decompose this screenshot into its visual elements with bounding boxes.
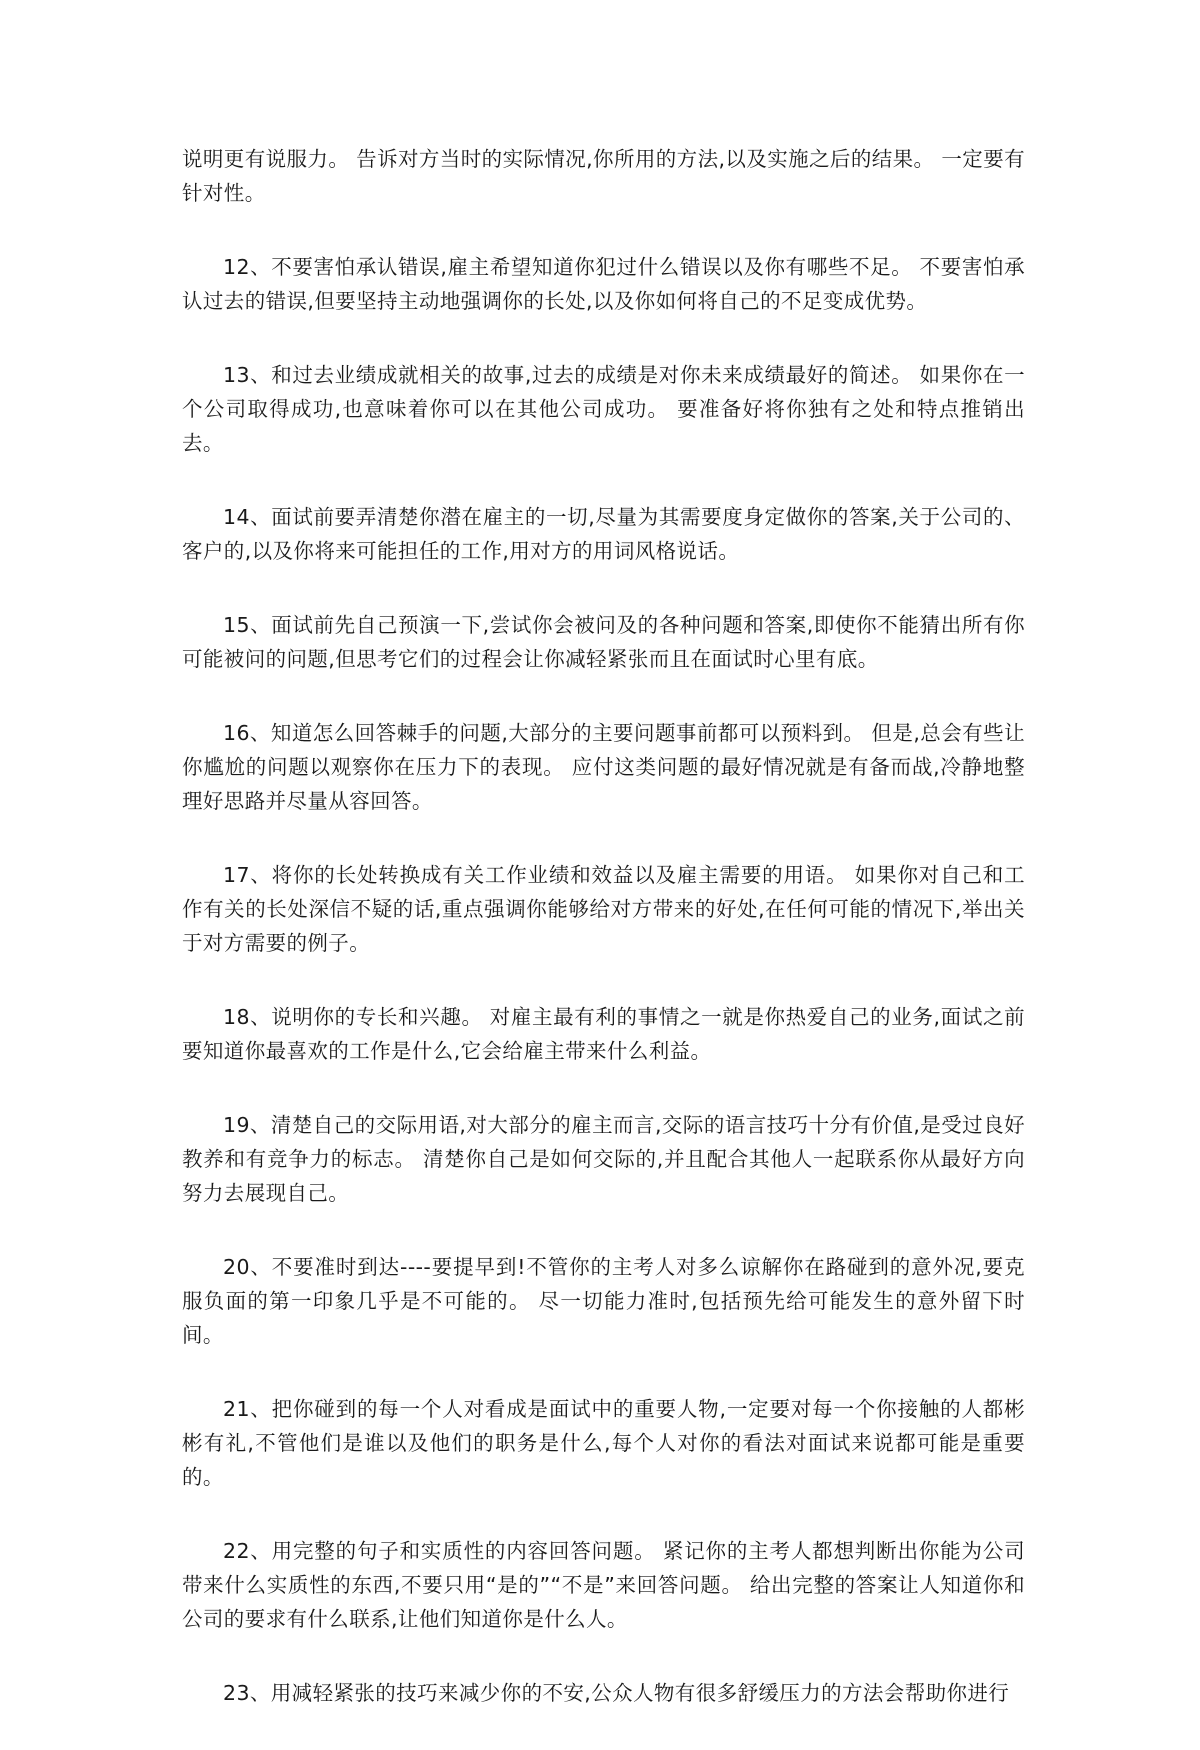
paragraph-tip-15: 15、面试前先自己预演一下,尝试你会被问及的各种问题和答案,即使你不能猜出所有你可能被问的问题,但思考它们的过程会让你减轻紧张而且在面试时心里有底。 [182,613,1025,671]
paragraph-tip-14: 14、面试前要弄清楚你潜在雇主的一切,尽量为其需要度身定做你的答案,关于公司的、客户的,以及你将来可能担任的工作,用对方的用词风格说话。 [182,505,1025,563]
paragraph-tip-17: 17、将你的长处转换成有关工作业绩和效益以及雇主需要的用语。 如果你对自己和工作有关的长处深信不疑的话,重点强调你能够给对方带来的好处,在任何可能的情况下,举出关于对方需要的例子。 [182,863,1025,955]
paragraph-tip-23: 23、用减轻紧张的技巧来减少你的不安,公众人物有很多舒缓压力的方法会帮助你进行 [223,1681,1010,1705]
document-body [182,142,1025,1750]
paragraph-tip-13: 13、和过去业绩成就相关的故事,过去的成绩是对你未来成绩最好的简述。 如果你在一个公司取得成功,也意味着你可以在其他公司成功。 要准备好将你独有之处和特点推销出去。 [182,363,1025,455]
paragraph-tip-16: 16、知道怎么回答棘手的问题,大部分的主要问题事前都可以预料到。 但是,总会有些让你尴尬的问题以观察你在压力下的表现。 应付这类问题的最好情况就是有备而战,冷静地整理好思路并尽量从容回答。 [182,721,1025,813]
paragraph-tip-22: 22、用完整的句子和实质性的内容回答问题。 紧记你的主考人都想判断出你能为公司带来什么实质性的东西,不要只用“是的”“不是”来回答问题。 给出完整的答案让人知道你和公司的要求有什么联系,让他们知道你是什么人。 [182,1539,1025,1631]
paragraph-continuation: 说明更有说服力。 告诉对方当时的实际情况,你所用的方法,以及实施之后的结果。 一定要有针对性。 [182,147,1025,205]
paragraph-tip-18: 18、说明你的专长和兴趣。 对雇主最有利的事情之一就是你热爱自己的业务,面试之前要知道你最喜欢的工作是什么,它会给雇主带来什么利益。 [182,1005,1025,1063]
paragraph-tip-12: 12、不要害怕承认错误,雇主希望知道你犯过什么错误以及你有哪些不足。 不要害怕承认过去的错误,但要坚持主动地强调你的长处,以及你如何将自己的不足变成优势。 [182,255,1025,313]
paragraph-tip-20: 20、不要准时到达----要提早到!不管你的主考人对多么谅解你在路碰到的意外况,要克服负面的第一印象几乎是不可能的。 尽一切能力准时,包括预先给可能发生的意外留下时间。 [182,1255,1025,1347]
paragraph-tip-21: 21、把你碰到的每一个人对看成是面试中的重要人物,一定要对每一个你接触的人都彬彬有礼,不管他们是谁以及他们的职务是什么,每个人对你的看法对面试来说都可能是重要的。 [182,1397,1025,1489]
paragraph-tip-19: 19、清楚自己的交际用语,对大部分的雇主而言,交际的语言技巧十分有价值,是受过良好教养和有竞争力的标志。 清楚你自己是如何交际的,并且配合其他人一起联系你从最好方向努力去展现自己。 [182,1113,1025,1205]
